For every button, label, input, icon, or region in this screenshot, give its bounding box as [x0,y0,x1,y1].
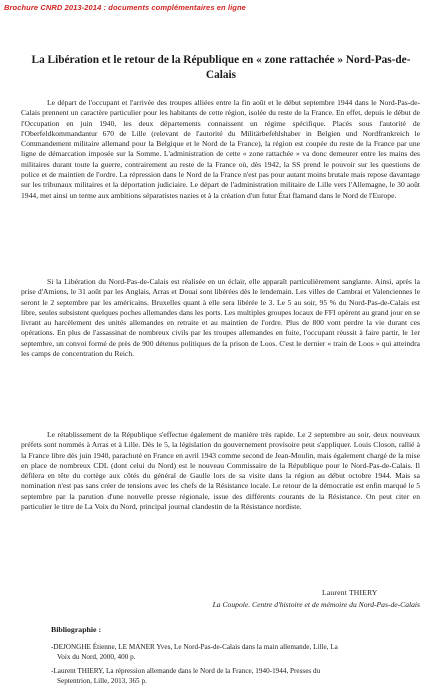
bibliography-title: Bibliographie : [51,625,102,634]
bibliography-item-line: Voix du Nord, 2000, 400 p. [57,653,136,661]
paragraph-1: Le départ de l'occupant et l'arrivée des troupes alliées entre la fin août et le début septembre 1944 dans le Nord-Pas-de-Calais prennent un caractère particulier pour les habitants de cette région, isolée du reste de la France. En effet, depuis le début de l'Occupation en juin 1940, les deux départements connaissent un régime spécifique. Placés sous l'autorité de l'Oberfeldkommandantur 670 de Lille (relevant de l'autorité du Militärbefehlshaber in Belgien und Nordfrankreich le Commandement militaire allemand pour la Belgique et le Nord de la France), la région est coupée du reste de la France par une ligne de démarcation imposée sur la Somme. L'administration de cette « zone rattachée » va donc demeurer entre les mains des militaires durant toute la guerre, contrairement au reste de la France où, dès 1942, la SS prend le pouvoir sur les questions de police et de maintien de l'ordre. La répression dans le Nord de la France n'est pas pour autant moins brutale mais repose davantage sur les tribunaux militaires et la déportation judiciaire. Le départ de l'administration militaire de Lille vers l'Allemagne, le 30 août 1944, met ainsi un terme aux ambitions séparatistes nazies et à la création d'un futur État flamand dans le Nord de l'Europe. [21,98,420,200]
bibliography-item [51,666,391,686]
bibliography-item-line: -DEJONGHE Étienne, LE MANER Yves, Le Nord-Pas-de-Calais dans la main allemande, Lille, La [51,643,338,651]
document-title: La Libération et le retour de la République en « zone rattachée » Nord-Pas-de-Calais [31,54,411,81]
bibliography-item-line: Septentrion, Lille, 2013, 365 p. [57,677,147,685]
paragraph-2: Si la Libération du Nord-Pas-de-Calais est réalisée en un éclair, elle apparaît particulièrement sanglante. Ainsi, après la prise d'Amiens, le 31 août par les Anglais, Arras et Douai sont libérées dès le lendemain. Les villes de Cambrai et Valenciennes le seront le 2 septembre par les américains. Bruxelles quant à elle sera libérée le 3. Le 5 au soir, 95 % du Nord-Pas-de-Calais est libre, seules subsistent quelques poches allemandes dans les ports. Les multiples groupes locaux de FFI opèrent au grand jour en se livrant au harcèlement des unités allemandes en retraite et au maintien de l'ordre. Plus de 800 vont perdre la vie durant ces opérations. En plus de l'assassinat de nombreux civils par les troupes allemandes en fuite, l'occupant réussit à faire partir, le 1er septembre, un convoi formé de près de 900 détenus politiques de la prison de Loos. C'est le dernier « train de Loos » qui atteindra les camps de concentration du Reich. [21,277,420,359]
author-name: Laurent THIERY [322,588,378,597]
document-header: Brochure CNRD 2013-2014 : documents complémentaires en ligne [4,3,246,12]
paragraph-3: Le rétablissement de la République s'effectue également de manière très rapide. Le 2 septembre au soir, deux nouveaux préfets sont nommés à Arras et à Lille. Dès le 5, la législation du gouvernement provisoire peut s'appliquer. Louis Closon, rallié à la France libre dès juin 1940, parachuté en France en avril 1943 comme second de Jean-Moulin, mais également chargé de la mise en place de nombreux CDL (dont celui du Nord) est le nouveau Commissaire de la République pour le Nord-Pas-de-Calais. Il défilera en tête du cortège aux côtés du général de Gaulle lors de sa visite dans la région au début octobre 1944. Mais sa nomination n'est pas sans créer de tensions avec les chefs de la Résistance locale. Le retour de la démocratie est enfin marqué le 5 septembre par la parution d'une nouvelle presse régionale, issue des différents courants de la Résistance. On peut citer en particulier le titre de La Voix du Nord, principal journal clandestin de la Résistance nordiste. [21,430,420,512]
bibliography-list [51,642,391,690]
bibliography-item-line: -Laurent THIERY, La répression allemande dans le Nord de la France, 1940-1944, Presses du [51,667,321,675]
bibliography-item [51,642,391,662]
author-affiliation: La Coupole. Centre d'histoire et de mémoire du Nord-Pas-de-Calais [212,600,420,609]
